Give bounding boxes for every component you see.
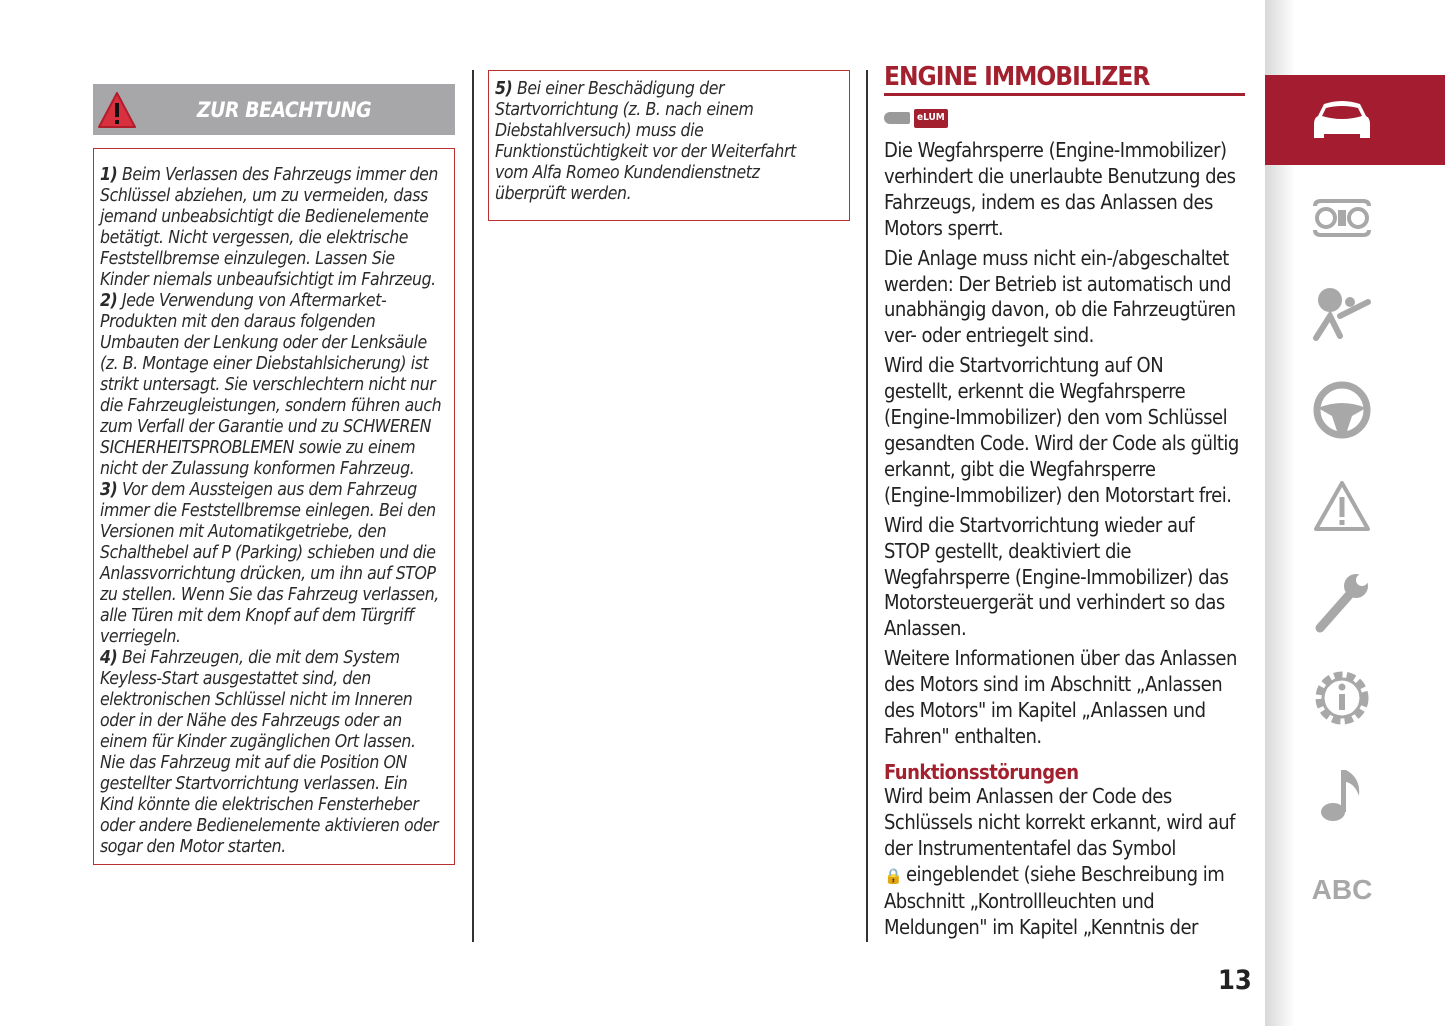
body-paragraph (884, 646, 1245, 750)
car-icon[interactable] (1310, 88, 1374, 152)
body-paragraph (884, 246, 1245, 350)
warning-text-line: Feststellbremse einzulegen. Lassen Sie (100, 249, 395, 269)
warning-text-line: alle Türen mit dem Knopf auf dem Türgriff (100, 606, 414, 626)
section-title: ENGINE IMMOBILIZER (884, 62, 1150, 92)
body-text-line: unabhängig davon, ob die Fahrzeugtüren (884, 297, 1236, 322)
body-text-line: Motorsteuergerät und verhindert so das (884, 590, 1225, 615)
warning-text-line: oder in der Nähe des Fahrzeugs oder an (100, 711, 402, 731)
body-text-line: Meldungen" im Kapitel „Kenntnis der (884, 915, 1198, 940)
body-text-line: Wird die Startvorrichtung auf ON (884, 353, 1164, 378)
warning-text-line: gestellter Startvorrichtung verlassen. Ein (100, 774, 408, 794)
item-number: 2) (100, 291, 118, 311)
wrench-icon[interactable] (1310, 570, 1374, 634)
warning-text-line: Produkten mit den daraus folgenden (100, 312, 376, 332)
subsection-title: Funktionsstörungen (884, 759, 1079, 784)
body-paragraph (884, 513, 1245, 643)
note-box (488, 70, 850, 221)
body-text-line: gesandten Code. Wird der Code als gültig (884, 430, 1239, 455)
body-text-line: Fahren" enthalten. (884, 723, 1042, 748)
warning-text-line: verriegeln. (100, 627, 181, 647)
note-text-line: vom Alfa Romeo Kundendienstnetz (495, 163, 760, 183)
warning-text-line: 1) Beim Verlassen des Fahrzeugs immer den (100, 165, 439, 185)
info-gear-icon[interactable] (1310, 666, 1374, 730)
body-text-line: 🔒 eingeblendet (siehe Beschreibung im (884, 861, 1225, 886)
body-text-line: Weitere Informationen über das Anlassen (884, 646, 1237, 671)
steering-wheel-icon[interactable] (1310, 378, 1374, 442)
chapter-sidebar (1265, 0, 1445, 1026)
body-text-line: Abschnitt „Kontrollleuchten und (884, 889, 1155, 914)
warning-text-line: betätigt. Nicht vergessen, die elektrische (100, 228, 409, 248)
body-text-line: gestellt, erkennt die Wegfahrsperre (884, 379, 1186, 404)
body-text-line: Schlüssels nicht korrekt erkannt, wird auf (884, 809, 1235, 834)
warning-text-line: Kinder niemals unbeaufsichtigt im Fahrzeug. (100, 270, 436, 290)
body-paragraph (884, 353, 1245, 508)
elum-badge: eLUM (914, 109, 948, 128)
warning-box (93, 148, 455, 865)
warning-header (93, 84, 455, 135)
item-number: 4) (100, 648, 118, 668)
column-divider (472, 70, 474, 942)
body-text-line: des Motors sind im Abschnitt „Anlassen (884, 672, 1223, 697)
note-text-line: Funktionstüchtigkeit vor der Weiterfahrt (495, 142, 796, 162)
item-number: 5) (495, 79, 513, 99)
body-text-line: Die Anlage muss nicht ein-/abgeschaltet (884, 245, 1229, 270)
warning-text-line: jemand unbeabsichtigt die Bedienelemente (100, 207, 429, 227)
warning-text-line: zum Verfall der Garantie und zu SCHWEREN (100, 417, 431, 437)
warning-text-line: 2) Jede Verwendung von Aftermarket- (100, 291, 387, 311)
body-text-line: (Engine-Immobilizer) den vom Schlüssel (884, 405, 1228, 430)
warning-text-line: oder andere Bedienelemente aktivieren oder (100, 816, 439, 836)
warning-text-line: nicht der Zulassung konformen Fahrzeug. (100, 459, 415, 479)
warning-text-line: einem für Kinder zugänglichen Ort lassen. (100, 732, 416, 752)
note-text-line: 5) Bei einer Beschädigung der (495, 79, 725, 99)
note-text-line: Diebstahlversuch) muss die (495, 121, 704, 141)
warning-text-line: Kind könnte die elektrischen Fensterheber (100, 795, 419, 815)
dashboard-gauges-icon[interactable] (1310, 186, 1374, 250)
warning-text-line: SICHERHEITSPROBLEMEN sowie zu einem (100, 438, 416, 458)
music-note-icon[interactable] (1310, 762, 1374, 826)
body-text-line: werden: Der Betrieb ist automatisch und (884, 271, 1231, 296)
immobilizer-warning-icon: 🔒 (884, 866, 906, 885)
warning-text-line: 4) Bei Fahrzeugen, die mit dem System (100, 648, 400, 668)
abc-index-tab[interactable]: ABC (1311, 874, 1373, 905)
body-text-line: Wird die Startvorrichtung wieder auf (884, 512, 1195, 537)
body-text-line: Wegfahrsperre (Engine-Immobilizer) das (884, 564, 1229, 589)
body-text-line: der Instrumententafel das Symbol (884, 835, 1176, 860)
body-paragraph (884, 138, 1245, 242)
warning-text-line: 3) Vor dem Aussteigen aus dem Fahrzeug (100, 480, 417, 500)
warning-text-line: strikt untersagt. Sie verschlechtern nicht nur (100, 375, 436, 395)
warning-text-line: die Fahrzeugleistungen, sondern führen auch (100, 396, 442, 416)
body-text-line: erkannt, gibt die Wegfahrsperre (884, 456, 1156, 481)
warning-triangle-icon[interactable] (1310, 474, 1374, 538)
warning-text-line: zu stellen. Wenn Sie das Fahrzeug verlassen, (100, 585, 439, 605)
body-text-line: Wird beim Anlassen der Code des (884, 783, 1172, 808)
warning-text-line: Umbauten der Lenkung oder der Lenksäule (100, 333, 427, 353)
page-number: 13 (1218, 965, 1252, 996)
item-number: 3) (100, 480, 118, 500)
note-text-line: Startvorrichtung (z. B. nach einem (495, 100, 754, 120)
body-text-line: (Engine-Immobilizer) den Motorstart frei. (884, 482, 1232, 507)
body-text-line: Die Wegfahrsperre (Engine-Immobilizer) (884, 138, 1227, 162)
warning-title: ZUR BEACHTUNG (196, 98, 372, 122)
warning-text-line: Keyless-Start ausgestattet sind, den (100, 669, 371, 689)
warning-text-line: Nie das Fahrzeug mit auf die Position ON (100, 753, 407, 773)
warning-text-line: Versionen mit Automatikgetriebe, den (100, 522, 387, 542)
body-text-line: Motors sperrt. (884, 215, 1004, 240)
warning-text-line: sogar den Motor starten. (100, 837, 286, 857)
warning-text-line: Schalthebel auf P (Parking) schieben und die (100, 543, 436, 563)
airbag-seatbelt-icon[interactable] (1310, 282, 1374, 346)
body-text-line: STOP gestellt, deaktiviert die (884, 538, 1131, 563)
item-number: 1) (100, 165, 118, 185)
warning-text-line: (z. B. Montage einer Diebstahlsicherung) ist (100, 354, 429, 374)
column-divider (866, 70, 868, 942)
body-text-line: Anlassen. (884, 616, 967, 641)
title-underline (884, 93, 1245, 96)
warning-text-line: Schlüssel abziehen, um zu vermeiden, dass (100, 186, 428, 206)
body-text-line: des Motors" im Kapitel „Anlassen und (884, 698, 1206, 723)
body-text-line: Fahrzeugs, indem es das Anlassen des (884, 189, 1213, 214)
pointing-hand-icon (884, 112, 910, 124)
warning-text-line: immer die Feststellbremse einlegen. Bei den (100, 501, 436, 521)
body-text-line: ver- oder entriegelt sind. (884, 323, 1094, 348)
warning-text-line: elektronischen Schlüssel nicht im Inneren (100, 690, 413, 710)
body-text-line: verhindert die unerlaubte Benutzung des (884, 163, 1236, 188)
note-text-line: überprüft werden. (495, 184, 632, 204)
warning-text-line: Anlassvorrichtung drücken, um ihn auf STOP (100, 564, 436, 584)
